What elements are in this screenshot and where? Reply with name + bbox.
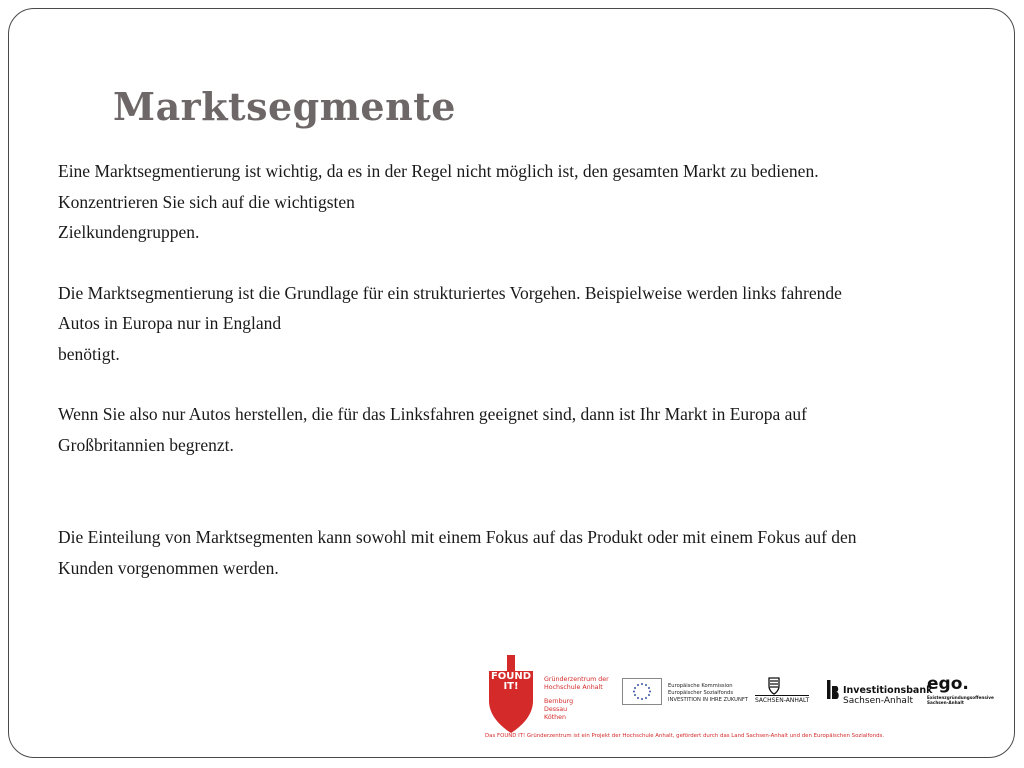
gz-city-bernburg: Bernburg — [544, 698, 574, 705]
found-it-line-2: IT! — [503, 681, 519, 692]
paragraph-spacer — [58, 460, 978, 522]
paragraph-1 — [58, 156, 978, 248]
paragraph-4-line-1: Die Einteilung von Marktsegmenten kann sowohl mit einem Fokus auf das Produkt oder mit einem Fokus auf den — [58, 527, 857, 547]
paragraph-spacer — [58, 248, 978, 278]
paragraph-3-line-2: Großbritannien begrenzt. — [58, 434, 234, 455]
paragraph-3 — [58, 399, 978, 460]
gz-line-1: Gründerzentrum der — [544, 676, 609, 683]
gz-cities — [544, 698, 609, 722]
ego-sub-line-2: Sachsen-Anhalt — [927, 700, 964, 705]
investitionsbank-text — [843, 686, 932, 706]
slide-title: Marktsegmente — [113, 84, 456, 129]
paragraph-2-line-1: Die Marktsegmentierung ist die Grundlage für ein strukturiertes Vorgehen. Beispielweise werden links fahrende — [58, 282, 842, 303]
paragraph-3-line-1: Wenn Sie also nur Autos herstellen, die für das Linksfahren geeignet sind, dann ist Ihr Markt in Europa auf — [58, 404, 807, 424]
paragraph-1-line-2: Konzentrieren Sie sich auf die wichtigsten — [58, 191, 355, 212]
slide-body — [58, 156, 978, 583]
eu-line-3: INVESTITION IN IHRE ZUKUNFT — [668, 697, 748, 703]
ego-subtitle — [927, 695, 997, 705]
ib-line-1: Investitionsbank — [843, 685, 933, 696]
paragraph-4 — [58, 522, 978, 583]
eu-line-2: Europäischer Sozialfonds — [668, 690, 734, 696]
paragraph-2-line-3: benötigt. — [58, 343, 120, 364]
found-it-shovel-logo — [486, 655, 536, 733]
gz-city-dessau: Dessau — [544, 706, 568, 713]
gz-city-koethen: Köthen — [544, 714, 566, 721]
paragraph-1-line-3: Zielkundengruppen. — [58, 222, 200, 242]
gruenderzentrum-text — [544, 676, 609, 722]
investitionsbank-mark-icon — [826, 678, 840, 700]
eu-flag-icon — [622, 678, 662, 705]
found-it-logo-text — [490, 672, 532, 692]
paragraph-4-line-2: Kunden vorgenommen werden. — [58, 557, 279, 578]
eu-line-1: Europäische Kommission — [668, 683, 733, 689]
paragraph-2 — [58, 278, 978, 370]
ego-sub-line-1: Existenzgründungsoffensive — [927, 695, 994, 700]
funding-note: Das FOUND IT! Gründerzentrum ist ein Projekt der Hochschule Anhalt, gefördert durch das Land Sachsen-Anhalt und den Europäischen Sozialfonds. — [485, 733, 885, 739]
paragraph-spacer — [58, 369, 978, 399]
ego-logo: ego. — [927, 674, 969, 694]
sponsor-logo-bar — [480, 650, 1010, 750]
eu-stars-icon — [623, 679, 661, 704]
found-it-line-1: FOUND — [490, 671, 532, 682]
gz-line-2: Hochschule Anhalt — [544, 684, 603, 691]
eu-text — [668, 683, 748, 704]
paragraph-2-line-2: Autos in Europa nur in England — [58, 313, 282, 333]
sachsen-anhalt-text: SACHSEN-ANHALT — [755, 697, 810, 704]
sachsen-anhalt-crest-icon — [757, 677, 791, 695]
ib-line-2: Sachsen-Anhalt — [843, 696, 913, 706]
paragraph-1-line-1: Eine Marktsegmentierung ist wichtig, da es in der Regel nicht möglich ist, den gesamten Markt zu bedienen. — [58, 161, 819, 181]
